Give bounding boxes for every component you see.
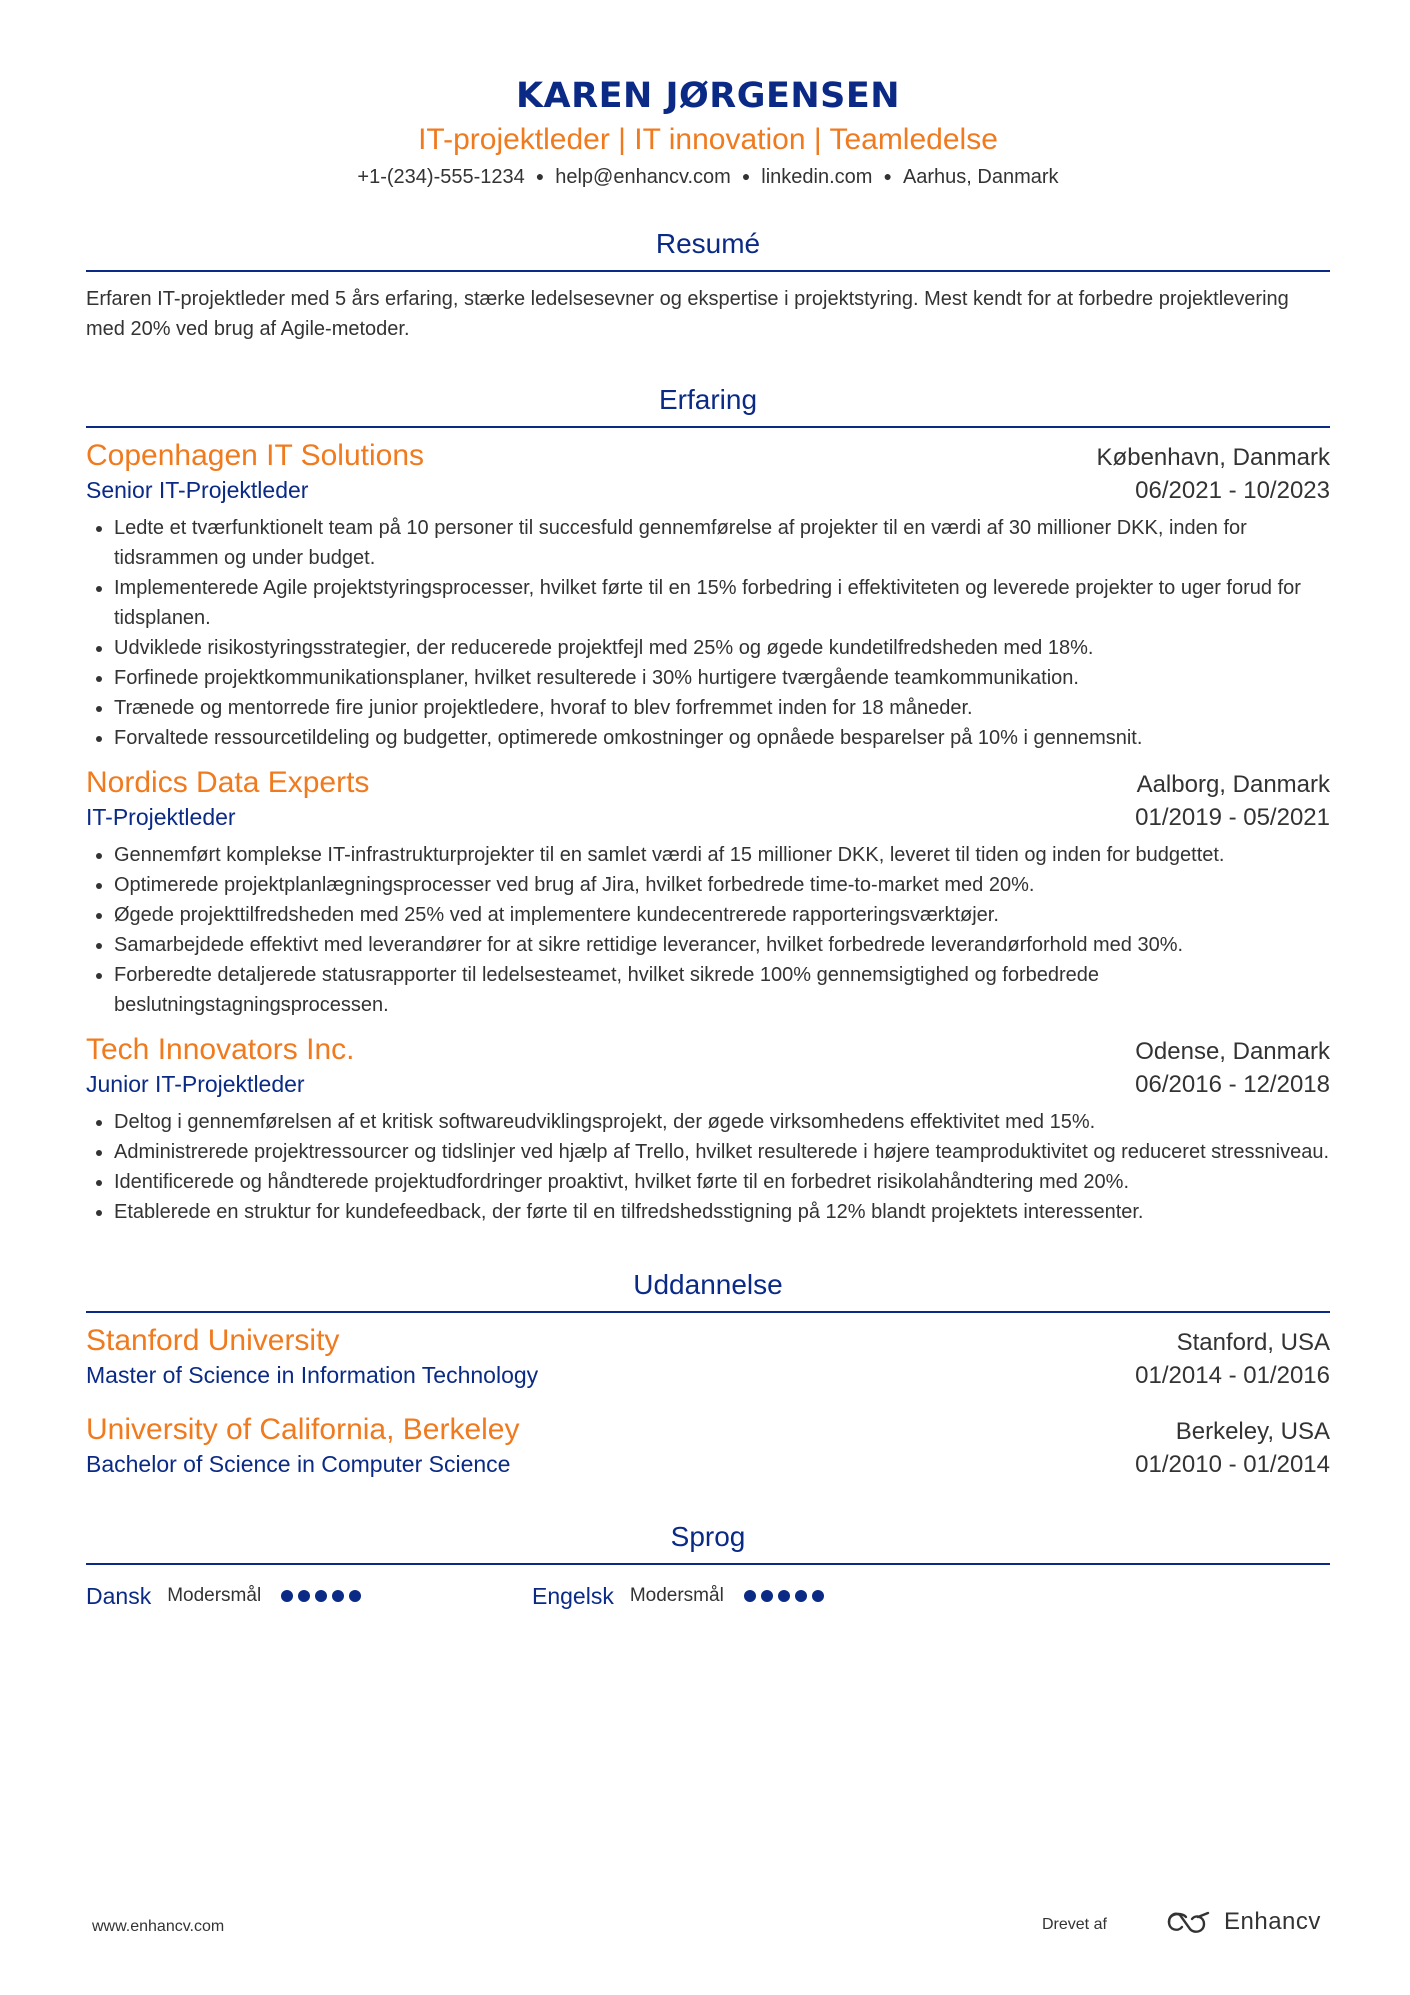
school-name: University of California, Berkeley: [86, 1413, 520, 1446]
language-name: Engelsk: [532, 1583, 614, 1609]
rating-dot-icon: [795, 1590, 807, 1602]
languages-title: Sprog: [670, 1521, 746, 1552]
company-name: Nordics Data Experts: [86, 766, 370, 799]
language-rating: [281, 1590, 366, 1602]
company-name: Copenhagen IT Solutions: [86, 439, 425, 472]
list-item: Forberedte detaljerede statusrapporter til ledelsesteamet, hvilket sikrede 100% gennemsigtighed og forbedrede beslutningstagningsprocessen.: [86, 960, 1330, 1020]
bullet-separator-icon: ●: [741, 168, 751, 184]
language-rating: [744, 1590, 829, 1602]
summary-text: Erfaren IT-projektleder med 5 års erfaring, stærke ledelsesevner og ekspertise i projektstyring. Mest kendt for at forbedre projektlevering med 20% ved brug af Agile-metoder.: [86, 288, 1289, 340]
rating-dot-icon: [812, 1590, 824, 1602]
experience-entry: [86, 765, 1330, 1020]
company-name: Tech Innovators Inc.: [86, 1033, 355, 1066]
language-item: [86, 1581, 532, 1611]
summary-section: [86, 226, 1330, 344]
job-bullets: [86, 1107, 1330, 1227]
candidate-tagline: IT-projektleder | IT innovation | Teamledelse: [418, 123, 998, 156]
bullet-separator-icon: ●: [535, 168, 545, 184]
list-item: Deltog i gennemførelsen af et kritisk softwareudviklingsprojekt, der øgede virksomhedens effektivitet med 15%.: [86, 1107, 1330, 1137]
footer-brand-name: Enhancv: [1224, 1908, 1321, 1935]
degree-name: Master of Science in Information Technology: [86, 1362, 539, 1388]
job-bullets: [86, 840, 1330, 1020]
experience-entry: [86, 1032, 1330, 1227]
rating-dot-icon: [744, 1590, 756, 1602]
list-item: Optimerede projektplanlægningsprocesser ved brug af Jira, hvilket forbedrede time-to-market med 20%.: [86, 870, 1330, 900]
job-location: Aalborg, Danmark: [1136, 771, 1330, 798]
contact-phone: +1-(234)-555-1234: [357, 166, 525, 188]
school-name: Stanford University: [86, 1324, 340, 1357]
languages-list: [86, 1581, 1330, 1611]
job-role: Junior IT-Projektleder: [86, 1071, 305, 1097]
school-location: Berkeley, USA: [1175, 1418, 1330, 1445]
list-item: Administrerede projektressourcer og tidslinjer ved hjælp af Trello, hvilket resulterede i højere teamproduktivitet og reduceret stressniveau.: [86, 1137, 1330, 1167]
education-dates: 01/2010 - 01/2014: [1135, 1451, 1330, 1478]
job-dates: 06/2021 - 10/2023: [1135, 477, 1330, 504]
language-item: [532, 1581, 978, 1611]
experience-entry: [86, 438, 1330, 753]
degree-name: Bachelor of Science in Computer Science: [86, 1451, 511, 1477]
summary-title: Resumé: [655, 228, 761, 259]
footer-website[interactable]: www.enhancv.com: [92, 1918, 225, 1935]
list-item: Etablerede en struktur for kundefeedback, der førte til en tilfredshedsstigning på 12% blandt projektets interessenter.: [86, 1197, 1330, 1227]
list-item: Identificerede og håndterede projektudfordringer proaktivt, hvilket førte til en forbedret risikolahåndtering med 20%.: [86, 1167, 1330, 1197]
language-level: Modersmål: [629, 1585, 724, 1606]
job-dates: 06/2016 - 12/2018: [1135, 1071, 1330, 1098]
section-divider: [86, 1311, 1330, 1313]
list-item: Udviklede risikostyringsstrategier, der reducerede projektfejl med 25% og øgede kundetilfredsheden med 18%.: [86, 633, 1330, 663]
rating-dot-icon: [281, 1590, 293, 1602]
job-bullets: [86, 513, 1330, 753]
education-dates: 01/2014 - 01/2016: [1135, 1362, 1330, 1389]
rating-dot-icon: [332, 1590, 344, 1602]
education-title: Uddannelse: [633, 1269, 783, 1300]
job-location: Odense, Danmark: [1135, 1038, 1330, 1065]
education-entry: [86, 1412, 1330, 1481]
contact-location: Aarhus, Danmark: [902, 166, 1059, 188]
job-dates: 01/2019 - 05/2021: [1135, 804, 1330, 831]
job-role: IT-Projektleder: [86, 804, 236, 830]
bullet-separator-icon: ●: [883, 168, 892, 184]
school-location: Stanford, USA: [1176, 1329, 1330, 1356]
job-role: Senior IT-Projektleder: [86, 477, 309, 503]
rating-dot-icon: [315, 1590, 327, 1602]
footer-powered-by: Drevet af: [1042, 1916, 1107, 1933]
education-section: [86, 1267, 1330, 1481]
resume-page: [86, 0, 1330, 1611]
list-item: Forvaltede ressourcetildeling og budgetter, optimerede omkostninger og opnåede besparelser på 10% i gennemsnit.: [86, 723, 1330, 753]
rating-dot-icon: [761, 1590, 773, 1602]
language-name: Dansk: [86, 1583, 152, 1609]
list-item: Ledte et tværfunktionelt team på 10 personer til succesfuld gennemførelse af projekter til en værdi af 30 millioner DKK, inden for tidsrammen og under budget.: [86, 513, 1330, 573]
list-item: Samarbejdede effektivt med leverandører for at sikre rettidige leverancer, hvilket forbedrede leverandørforhold med 30%.: [86, 930, 1330, 960]
list-item: Trænede og mentorrede fire junior projektledere, hvoraf to blev forfremmet inden for 18 måneder.: [86, 693, 1330, 723]
section-divider: [86, 270, 1330, 272]
language-level: Modersmål: [167, 1585, 262, 1606]
list-item: Øgede projekttilfredsheden med 25% ved at implementere kundecentrerede rapporteringsværktøjer.: [86, 900, 1330, 930]
candidate-name: KAREN JØRGENSEN: [515, 76, 901, 116]
contact-line: [86, 162, 1330, 191]
footer-brand[interactable]: [1166, 1908, 1321, 1936]
rating-dot-icon: [298, 1590, 310, 1602]
contact-email[interactable]: help@enhancv.com: [555, 166, 731, 188]
languages-section: [86, 1519, 1330, 1611]
list-item: Gennemført komplekse IT-infrastrukturprojekter til en samlet værdi af 15 millioner DKK, leveret til tiden og inden for budgettet.: [86, 840, 1330, 870]
enhancv-logo-icon: [1166, 1909, 1212, 1935]
list-item: Forfinede projektkommunikationsplaner, hvilket resulterede i 30% hurtigere tværgående teamkommunikation.: [86, 663, 1330, 693]
rating-dot-icon: [349, 1590, 361, 1602]
section-divider: [86, 1563, 1330, 1565]
resume-header: [86, 0, 1330, 191]
list-item: Implementerede Agile projektstyringsprocesser, hvilket førte til en 15% forbedring i effektiviteten og leverede projekter to uger forud for tidsplanen.: [86, 573, 1330, 633]
job-location: København, Danmark: [1096, 444, 1330, 471]
contact-linkedin[interactable]: linkedin.com: [761, 166, 873, 188]
rating-dot-icon: [778, 1590, 790, 1602]
page-footer: [92, 1906, 1321, 1946]
education-entry: [86, 1323, 1330, 1392]
experience-title: Erfaring: [658, 384, 758, 415]
section-divider: [86, 426, 1330, 428]
experience-section: [86, 382, 1330, 1227]
